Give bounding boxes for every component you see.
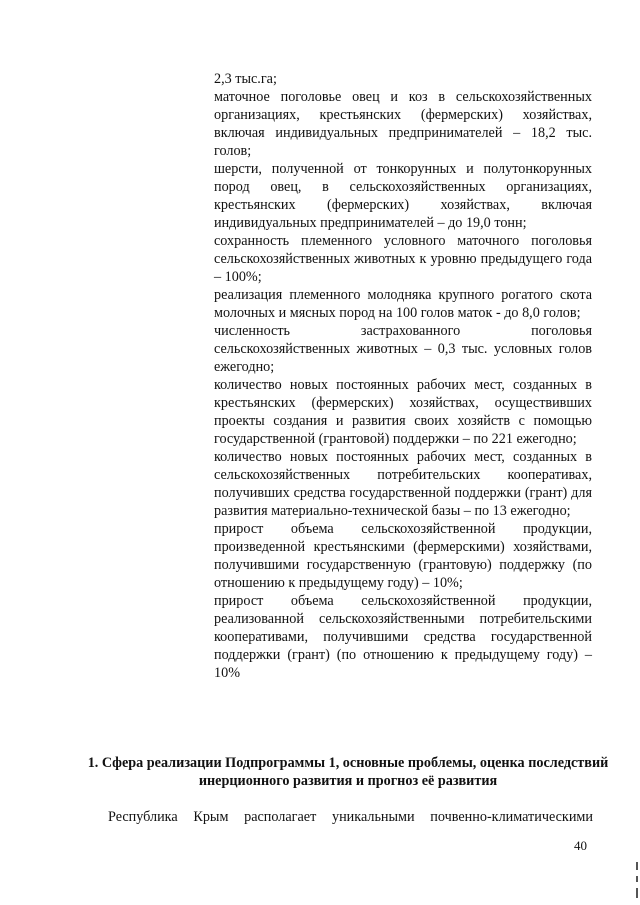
list-item: реализация племенного молодняка крупного рогатого скота молочных и мясных пород на 100 голов маток - до 8,0 голов; (214, 287, 592, 321)
scan-edge-mark (636, 862, 638, 870)
scan-edge-mark (636, 876, 638, 882)
list-item: прирост объема сельскохозяйственной продукции, реализованной сельскохозяйственными потребительскими кооперативами, получившими средства государственной поддержки (грант) (по отношению к предыдущему году) – 10% (214, 593, 592, 681)
body-paragraph: Республика Крым располагает уникальными почвенно-климатическими (108, 809, 593, 825)
list-item: сохранность племенного условного маточного поголовья сельскохозяйственных животных к уровню предыдущего года – 100%; (214, 233, 592, 285)
list-item: маточное поголовье овец и коз в сельскохозяйственных организациях, крестьянских (фермерских) хозяйствах, включая индивидуальных предпринимателей – 18,2 тыс. голов; (214, 89, 592, 159)
list-item: шерсти, полученной от тонкорунных и полутонкорунных пород овец, в сельскохозяйственных организациях, крестьянских (фермерских) хозяйствах, включая индивидуальных предпринимателей – до 19,0 тонн; (214, 161, 592, 231)
page-number: 40 (574, 838, 587, 853)
list-item: 2,3 тыс.га; (214, 71, 277, 87)
indicator-list (214, 70, 592, 682)
list-item: численность застрахованного поголовья сельскохозяйственных животных – 0,3 тыс. условных голов ежегодно; (214, 323, 592, 375)
list-item: прирост объема сельскохозяйственной продукции, произведенной крестьянскими (фермерскими) хозяйствами, получившими государственную (грантовую) поддержку (по отношению к предыдущему году) – 10%; (214, 521, 592, 591)
list-item: количество новых постоянных рабочих мест, созданных в крестьянских (фермерских) хозяйствах, осуществивших проекты создания и развития своих хозяйств с помощью государственной (грантовой) поддержки – по 221 ежегодно; (214, 377, 592, 447)
list-item: количество новых постоянных рабочих мест, созданных в сельскохозяйственных потребительских кооперативах, получивших средства государственной поддержки (грант) для развития материально-технической базы – по 13 ежегодно; (214, 449, 592, 519)
section-heading: 1. Сфера реализации Подпрограммы 1, основные проблемы, оценка последствий инерционного развития и прогноз её развития (87, 755, 609, 789)
scan-edge-mark (636, 888, 638, 898)
